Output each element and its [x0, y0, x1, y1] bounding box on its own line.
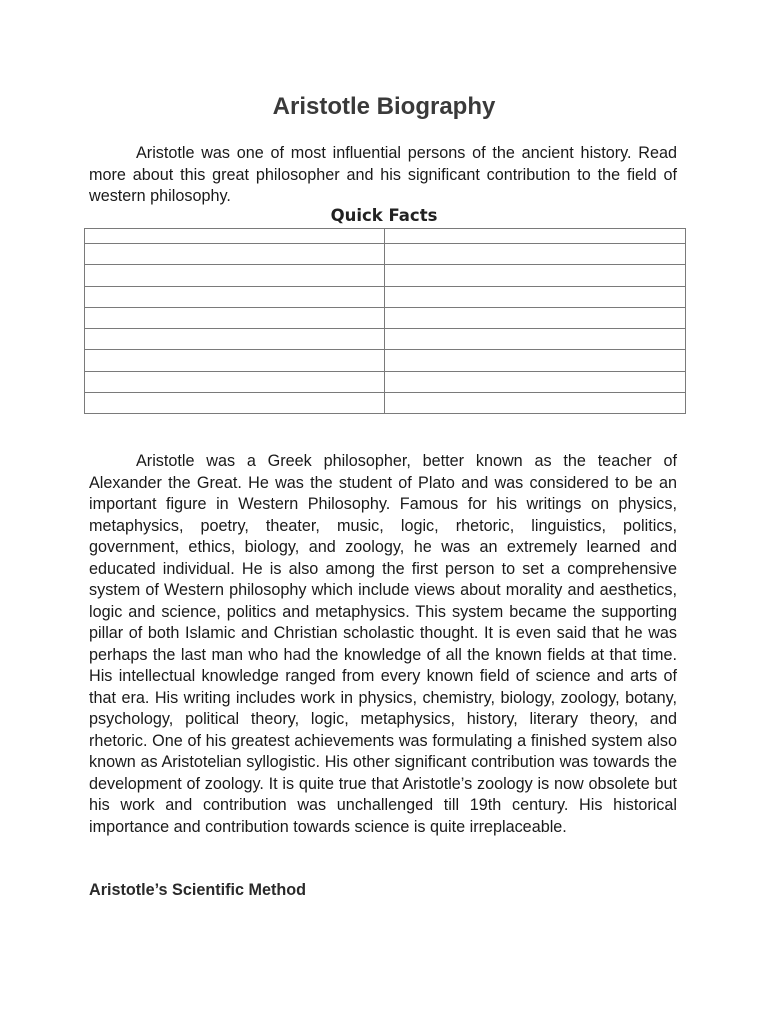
fact-value-cell [385, 307, 686, 328]
fact-label-cell [85, 286, 385, 307]
fact-label-cell [85, 393, 385, 414]
biography-paragraph [89, 451, 677, 838]
fact-value-cell [385, 286, 686, 307]
table-row [85, 244, 686, 265]
table-row [85, 229, 686, 244]
quick-facts-title: Quick Facts [330, 206, 438, 225]
table-row [85, 371, 686, 392]
fact-label-cell [85, 265, 385, 286]
quick-facts-table-body [85, 229, 686, 414]
fact-value-cell [385, 329, 686, 350]
fact-value-cell [385, 265, 686, 286]
fact-value-cell [385, 350, 686, 371]
table-row [85, 350, 686, 371]
fact-label-cell [85, 329, 385, 350]
intro-text: Aristotle was one of most influential persons of the ancient history. Read more about this great philosopher and his significant contribution to the field of western philosophy. [89, 144, 677, 205]
fact-value-cell [385, 393, 686, 414]
intro-paragraph [89, 143, 677, 208]
biography-text: Aristotle was a Greek philosopher, better known as the teacher of Alexander the Great. He was the student of Plato and was considered to be an important figure in Western Philosophy. Famous for his writings on physics, metaphysics, poetry, theater, music, logic, rhetoric, linguistics, politics, government, ethics, biology, and zoology, he was an extremely learned and educated individual. He is also among the first person to set a comprehensive system of Western philosophy which include views about morality and aesthetics, logic and science, politics and metaphysics. This system became the supporting pillar of both Islamic and Christian scholastic thought. It is even said that he was perhaps the last man who had the knowledge of all the known fields at that time. His intellectual knowledge ranged from every known field of science and arts of that era. His writing includes work in physics, chemistry, biology, zoology, botany, psychology, political theory, logic, metaphysics, history, literary theory, and rhetoric. One of his greatest achievements was formulating a finished system also known as Aristotelian syllogistic. His other significant contribution was towards the development of zoology. It is quite true that Aristotle’s zoology is now obsolete but his work and contribution was unchallenged till 19th century. His historical importance and contribution towards science is quite irreplaceable. [89, 452, 677, 836]
section-heading: Aristotle’s Scientific Method [89, 881, 307, 899]
fact-value-cell [385, 371, 686, 392]
fact-label-cell [85, 350, 385, 371]
fact-value-cell [385, 244, 686, 265]
fact-label-cell [85, 229, 385, 244]
quick-facts-table [84, 228, 686, 414]
fact-label-cell [85, 371, 385, 392]
table-row [85, 265, 686, 286]
fact-label-cell [85, 244, 385, 265]
table-row [85, 329, 686, 350]
table-row [85, 393, 686, 414]
document-title: Aristotle Biography [272, 93, 496, 120]
table-row [85, 286, 686, 307]
fact-label-cell [85, 307, 385, 328]
fact-value-cell [385, 229, 686, 244]
table-row [85, 307, 686, 328]
